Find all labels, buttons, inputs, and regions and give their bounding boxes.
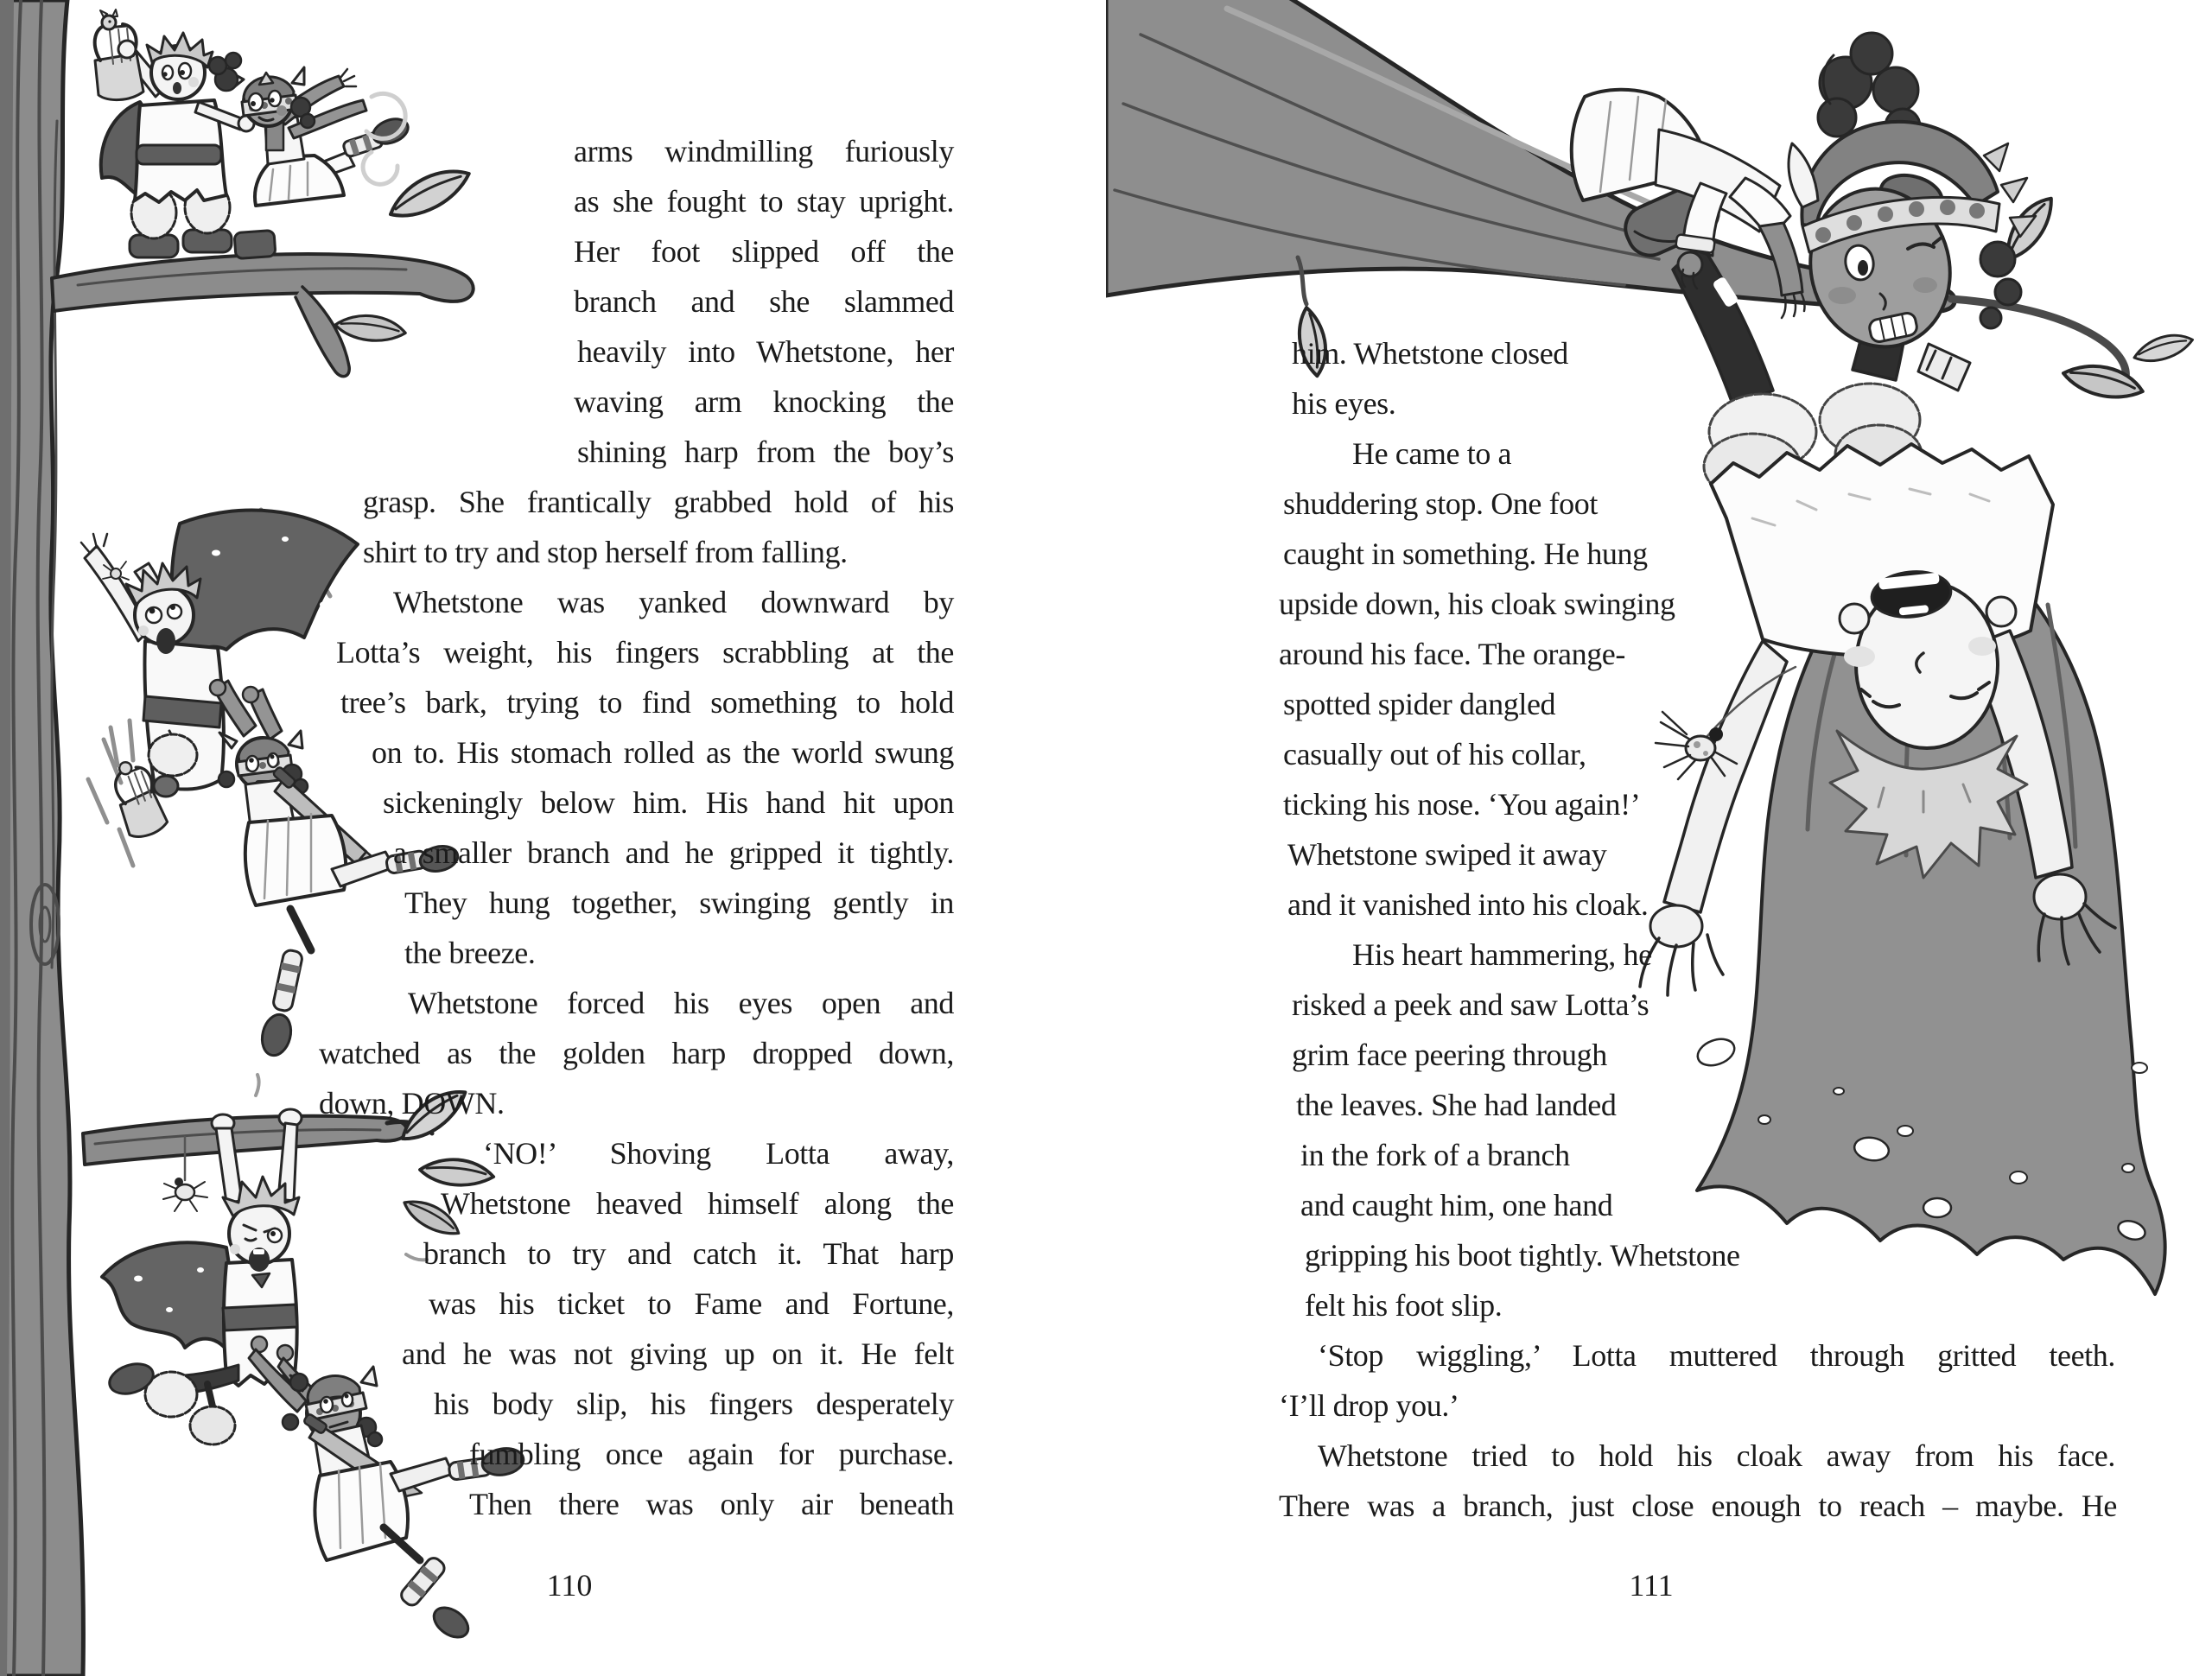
text-line: and it vanished into his cloak. [1287,887,1649,922]
text-line: His heart hammering, he [1352,937,1652,972]
text-line: caught in something. He hung [1283,536,1648,571]
text-line: branch to try and catch it. That harp [423,1236,954,1271]
text-line: the breeze. [404,936,536,970]
text-line: casually out of his collar, [1283,737,1586,771]
text-line: branch and she slammed [574,284,954,319]
text-line: on to. His stomach rolled as the world swung [372,735,954,770]
text-line: grim face peering through [1292,1038,1607,1072]
text-line: the leaves. She had landed [1296,1088,1617,1122]
text-line: ‘Stop wiggling,’ Lotta muttered through gritted teeth. [1318,1338,2115,1373]
text-line: as she fought to stay upright. [574,184,954,219]
text-line: ticking his nose. ‘You again!’ [1283,787,1641,822]
text-line: Whetstone heaved himself along the [441,1186,954,1221]
text-line: Whetstone was yanked downward by [393,585,954,619]
text-line: They hung together, swinging gently in [404,886,954,920]
text-line: spotted spider dangled [1283,687,1556,721]
text-line: Whetstone swiped it away [1287,837,1607,872]
text-line: Whetstone forced his eyes open and [408,986,954,1020]
text-line: a smaller branch and he gripped it tightly. [393,835,954,870]
text-line: his body slip, his fingers desperately [434,1387,954,1421]
text-line: Lotta’s weight, his fingers scrabbling at the [336,635,954,670]
text-line: arms windmilling furiously [574,134,954,168]
text-line: heavily into Whetstone, her [577,334,954,369]
text-line: in the fork of a branch [1300,1138,1570,1172]
text-line: fumbling once again for purchase. [469,1437,954,1471]
text-line: his eyes. [1292,386,1396,421]
text-line: risked a peek and saw Lotta’s [1292,987,1649,1022]
text-line: shining harp from the boy’s [577,435,954,469]
text-line: and caught him, one hand [1300,1188,1613,1222]
text-line: Her foot slipped off the [574,234,954,269]
text-line: ‘I’ll drop you.’ [1279,1388,1459,1423]
text-line: waving arm knocking the [574,384,954,419]
page-right [1106,0,2212,1676]
text-line: was his ticket to Fame and Fortune, [429,1286,954,1321]
text-line: Whetstone tried to hold his cloak away from his face. [1318,1438,2115,1473]
text-line: him. Whetstone closed [1292,336,1568,371]
text-line: shuddering stop. One foot [1283,486,1598,521]
text-line: ‘NO!’ Shoving Lotta away, [483,1136,954,1171]
text-line: There was a branch, just close enough to reach – maybe. He [1279,1489,2117,1523]
text-line: down, DOWN. [319,1086,505,1121]
text-line: felt his foot slip. [1305,1288,1503,1323]
text-line: Then there was only air beneath [469,1487,954,1521]
text-line: upside down, his cloak swinging [1279,587,1675,621]
text-line: tree’s bark, trying to find something to hold [340,685,954,720]
page-number-right: 111 [1629,1568,1674,1603]
text-line: gripping his boot tightly. Whetstone [1305,1238,1740,1273]
text-line: around his face. The orange- [1279,637,1625,671]
text-line: He came to a [1352,436,1512,471]
page-number-left: 110 [546,1568,593,1603]
text-line: sickeningly below him. His hand hit upon [383,785,954,820]
text-line: watched as the golden harp dropped down, [319,1036,954,1070]
text-line: and he was not giving up on it. He felt [402,1336,954,1371]
text-line: shirt to try and stop herself from falling. [363,535,848,569]
text-line: grasp. She frantically grabbed hold of his [363,485,954,519]
right-page-text [1106,0,2212,1676]
